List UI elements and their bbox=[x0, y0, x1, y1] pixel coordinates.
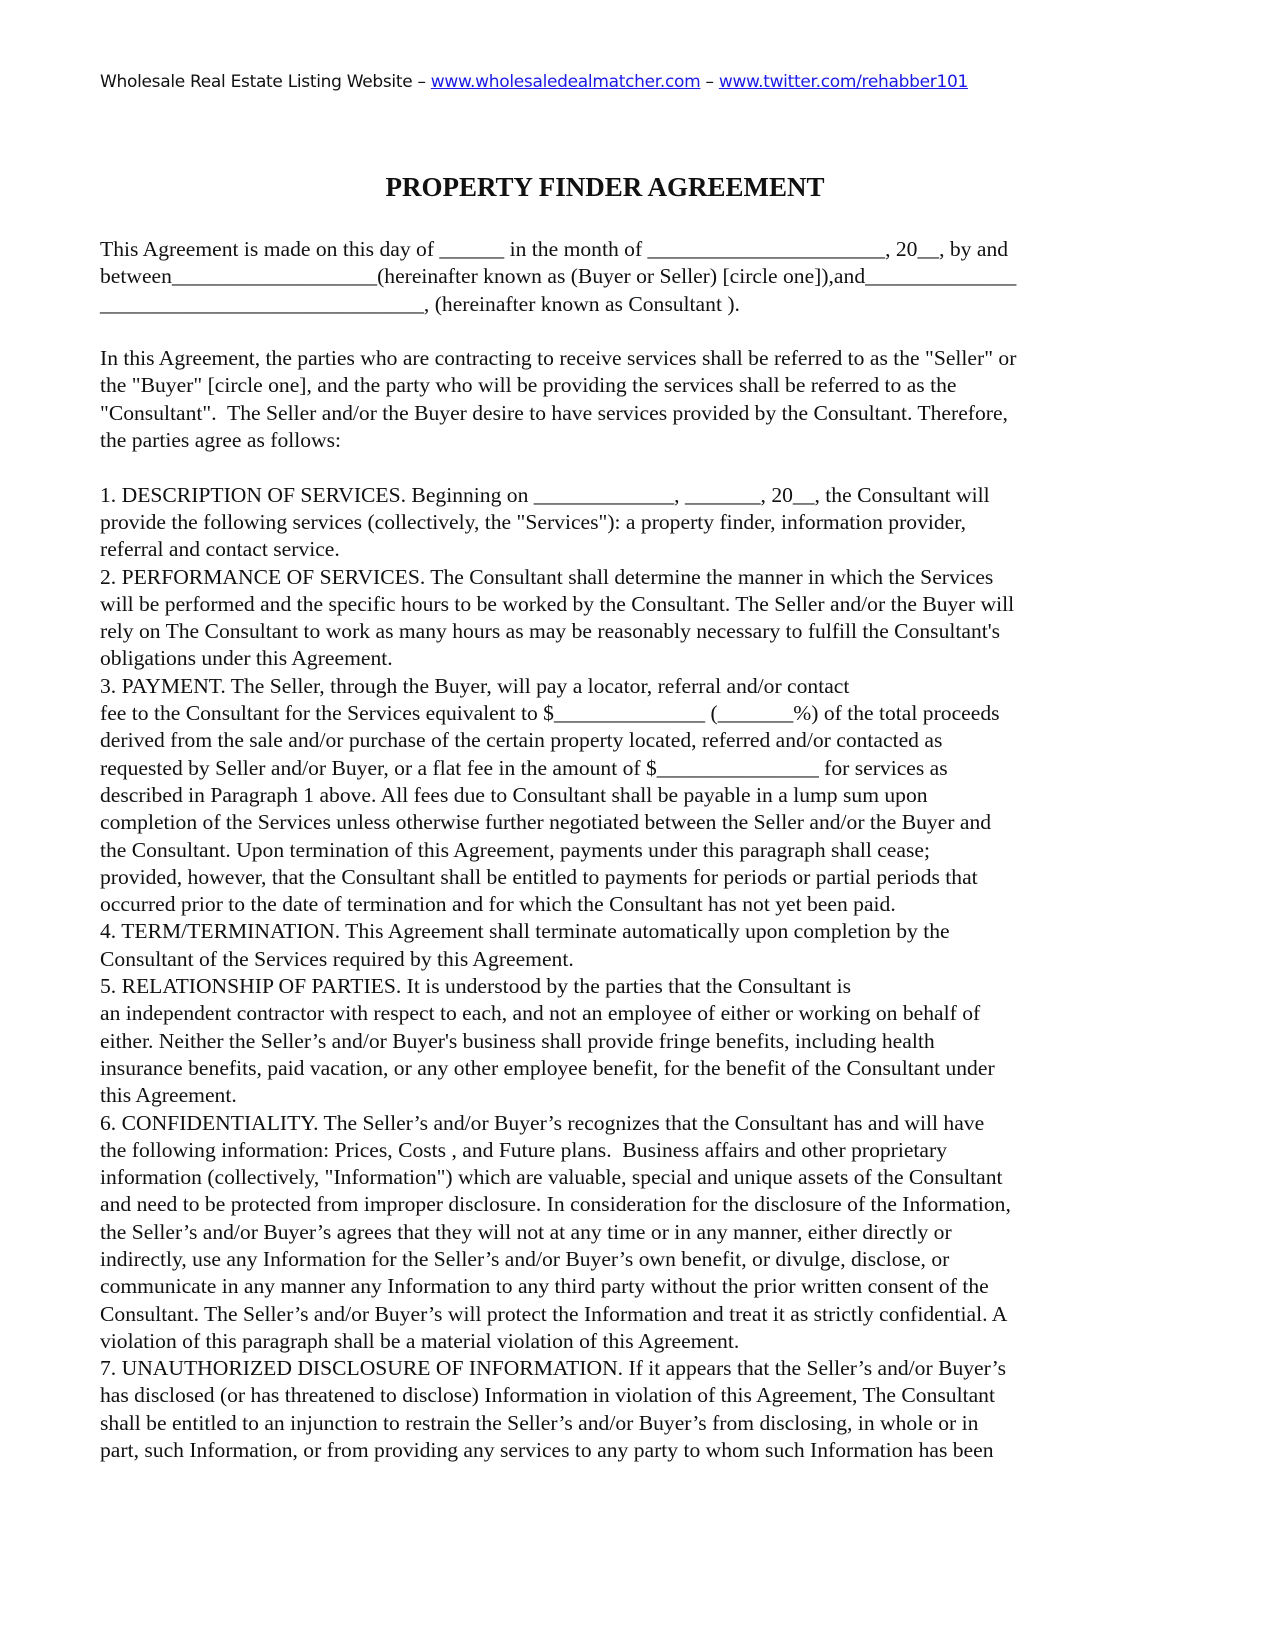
clause-6-line: information (collectively, "Information") which are valuable, special and unique assets of the Consultant bbox=[100, 1165, 1003, 1190]
clause-3-line: 3. PAYMENT. The Seller, through the Buyer, will pay a locator, referral and/or contact bbox=[100, 673, 850, 698]
clause-3-line: provided, however, that the Consultant shall be entitled to payments for periods or partial periods that bbox=[100, 864, 978, 889]
clause-5-line: insurance benefits, paid vacation, or any other employee benefit, for the benefit of the Consultant under bbox=[100, 1055, 995, 1080]
clause-6-line: the following information: Prices, Costs , and Future plans. Business affairs and other proprietary bbox=[100, 1137, 948, 1162]
intro-paragraph bbox=[100, 236, 1120, 318]
paragraph-gap bbox=[100, 454, 1120, 481]
website-link[interactable]: www.wholesaledealmatcher.com bbox=[430, 72, 701, 92]
text-line: ______________________________, (hereinafter known as Consultant ). bbox=[100, 291, 740, 316]
clause-5-line: 5. RELATIONSHIP OF PARTIES. It is understood by the parties that the Consultant is bbox=[100, 974, 852, 999]
clause-3-line: completion of the Services unless otherwise further negotiated between the Seller and/or the Buyer and bbox=[100, 810, 992, 835]
clause-7-line: shall be entitled to an injunction to restrain the Seller’s and/or Buyer’s from disclosing, in whole or in bbox=[100, 1410, 979, 1435]
clause-7-line: 7. UNAUTHORIZED DISCLOSURE OF INFORMATION. If it appears that the Seller’s and/or Buyer’s bbox=[100, 1356, 1007, 1381]
clause-2-line: obligations under this Agreement. bbox=[100, 646, 393, 671]
clause-6-line: and need to be protected from improper disclosure. In consideration for the disclosure of the Information, bbox=[100, 1192, 1011, 1217]
clause-7-line: has disclosed (or has threatened to disclose) Information in violation of this Agreement, The Consultant bbox=[100, 1383, 995, 1408]
clause-6-line: Consultant. The Seller’s and/or Buyer’s will protect the Information and treat it as strictly confidential. A bbox=[100, 1301, 1008, 1326]
clause-6-line: violation of this paragraph shall be a material violation of this Agreement. bbox=[100, 1328, 740, 1353]
clauses-section bbox=[100, 482, 1120, 1465]
clause-2-line: 2. PERFORMANCE OF SERVICES. The Consultant shall determine the manner in which the Services bbox=[100, 564, 994, 589]
clause-3-line: fee to the Consultant for the Services equivalent to $______________ (_______%) of the total proceeds bbox=[100, 701, 1000, 726]
text-line: In this Agreement, the parties who are contracting to receive services shall be referred to as the "Seller" or bbox=[100, 346, 1017, 371]
clause-3-line: requested by Seller and/or Buyer, or a flat fee in the amount of $_______________ for services as bbox=[100, 755, 948, 780]
clause-6-line: 6. CONFIDENTIALITY. The Seller’s and/or Buyer’s recognizes that the Consultant has and will have bbox=[100, 1110, 985, 1135]
document-title: PROPERTY FINDER AGREEMENT bbox=[385, 172, 825, 202]
document-body bbox=[100, 236, 1120, 1464]
text-line: "Consultant". The Seller and/or the Buyer desire to have services provided by the Consultant. Therefore, bbox=[100, 400, 1008, 425]
text-line: between___________________(hereinafter known as (Buyer or Seller) [circle one]),and______________ bbox=[100, 264, 1017, 289]
header-prefix: Wholesale Real Estate Listing Website – bbox=[100, 72, 431, 92]
clause-7-line: part, such Information, or from providing any services to any party to whom such Information has been bbox=[100, 1438, 994, 1463]
clause-3-line: occurred prior to the date of termination and for which the Consultant has not yet been paid. bbox=[100, 892, 896, 917]
twitter-link[interactable]: www.twitter.com/rehabber101 bbox=[718, 72, 968, 92]
clause-3-line: described in Paragraph 1 above. All fees due to Consultant shall be payable in a lump sum upon bbox=[100, 782, 928, 807]
clause-5-line: this Agreement. bbox=[100, 1083, 237, 1108]
clause-6-line: indirectly, use any Information for the Seller’s and/or Buyer’s own benefit, or divulge, disclose, or bbox=[100, 1246, 950, 1271]
clause-5-line: either. Neither the Seller’s and/or Buyer's business shall provide fringe benefits, including health bbox=[100, 1028, 935, 1053]
clause-3-line: the Consultant. Upon termination of this Agreement, payments under this paragraph shall cease; bbox=[100, 837, 930, 862]
clause-2-line: will be performed and the specific hours to be worked by the Consultant. The Seller and/or the Buyer will bbox=[100, 591, 1015, 616]
text-line: This Agreement is made on this day of ______ in the month of ______________________, 20__, by and bbox=[100, 237, 1009, 261]
clause-6-line: communicate in any manner any Information to any third party without the prior written consent of the bbox=[100, 1274, 989, 1299]
clause-2-line: rely on The Consultant to work as many hours as may be reasonably necessary to fulfill the Consultant's bbox=[100, 619, 1001, 644]
clause-1-line: provide the following services (collectively, the "Services"): a property finder, information provider, bbox=[100, 509, 966, 534]
text-line: the parties agree as follows: bbox=[100, 428, 342, 453]
text-line: the "Buyer" [circle one], and the party who will be providing the services shall be referred to as the bbox=[100, 373, 957, 398]
paragraph-gap bbox=[100, 318, 1120, 345]
clause-4-line: 4. TERM/TERMINATION. This Agreement shall terminate automatically upon completion by the bbox=[100, 919, 950, 944]
clause-1-line: referral and contact service. bbox=[100, 537, 340, 562]
header-separator: – bbox=[700, 72, 719, 92]
clause-6-line: the Seller’s and/or Buyer’s agrees that they will not at any time or in any manner, either directly or bbox=[100, 1219, 952, 1244]
preamble-paragraph bbox=[100, 345, 1120, 454]
clause-5-line: an independent contractor with respect to each, and not an employee of either or working on behalf of bbox=[100, 1001, 981, 1026]
clause-3-line: derived from the sale and/or purchase of the certain property located, referred and/or contacted as bbox=[100, 728, 943, 753]
clause-4-line: Consultant of the Services required by this Agreement. bbox=[100, 946, 574, 971]
page-header bbox=[100, 72, 968, 92]
clause-1-line: 1. DESCRIPTION OF SERVICES. Beginning on _____________, _______, 20__, the Consultant will bbox=[100, 482, 990, 507]
